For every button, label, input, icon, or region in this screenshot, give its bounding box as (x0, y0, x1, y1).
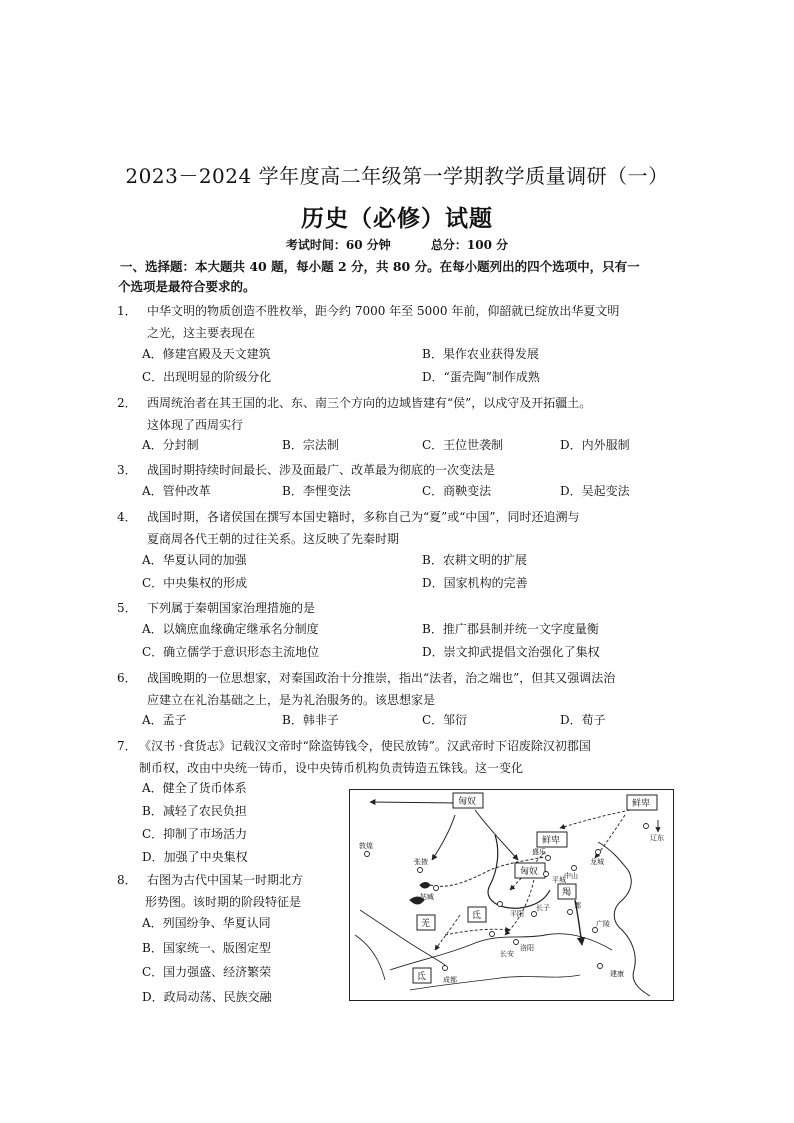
question-1 (117, 300, 697, 344)
city-pingcheng: 平城 (552, 876, 566, 884)
exam-score: 总分：100 分 (430, 238, 509, 252)
exam-meta (0, 236, 794, 253)
option-row (142, 643, 702, 665)
city-dunhuang: 敦煌 (359, 842, 373, 850)
city-jiankang: 建康 (610, 970, 624, 978)
question-stem: 《汉书 ·食货志》记载汉文帝时“除盗铸钱令，使民放铸”。汉武帝时下诏废除汉初郡国 (139, 739, 591, 753)
migration-arrow (475, 810, 518, 860)
lake-shape (420, 883, 430, 889)
question-stem: 战国时期持续时间最长、涉及面最广、改革最为彻底的一次变法是 (147, 463, 496, 477)
option-c[interactable]: C．商鞅变法 (422, 484, 492, 498)
option-c[interactable]: C．中央集权的形成 (142, 576, 248, 590)
city-pingyang: 平阳 (510, 910, 524, 918)
option-b[interactable]: B．果作农业获得发展 (422, 347, 539, 361)
label-box-jie (558, 884, 576, 899)
question-stem: 应建立在礼治基础之上，是为礼治服务的。该思想家是 (147, 693, 436, 707)
exam-title: 2023－2024 学年度高二年级第一学期教学质量调研（一） (125, 164, 669, 188)
option-b[interactable]: B．韩非子 (282, 713, 339, 727)
option-a[interactable]: A．列国纷争、华夏认同 (142, 916, 271, 930)
question-number: 1． (117, 304, 137, 318)
exam-subtitle: 历史（必修）试题 (301, 205, 493, 232)
question-7 (117, 735, 697, 779)
question-number: 5． (117, 601, 137, 615)
question-stem: 下列属于秦朝国家治理措施的是 (147, 601, 316, 615)
migration-arrow (505, 875, 535, 935)
city-guangling: 广陵 (596, 920, 610, 928)
map-label: 鲜卑 (542, 836, 561, 846)
option-row (142, 368, 702, 390)
option-c[interactable]: C．抑制了市场活力 (142, 827, 248, 841)
city-chengdu: 成都 (443, 976, 457, 984)
section-line-1: 一、选择题：本大题共 40 题，每小题 2 分，共 80 分。在每小题列出的四个选项中，只有一 (120, 259, 640, 274)
option-d[interactable]: D．吴起变法 (560, 484, 630, 498)
city-zhangye: 张掖 (414, 858, 428, 866)
option-b[interactable]: B．宗法制 (282, 438, 339, 452)
option-c[interactable]: C．出现明显的阶级分化 (142, 370, 272, 384)
option-a[interactable]: A．分封制 (142, 438, 199, 452)
option-a[interactable]: A．修建宫殿及天文建筑 (142, 347, 271, 361)
question-stem: 右图为古代中国某一时期北方 (147, 873, 304, 887)
city-changzi: 长子 (536, 904, 550, 912)
option-b[interactable]: B．推广郡县制并统一文字度量衡 (422, 622, 599, 636)
option-d[interactable]: D．荀子 (560, 713, 606, 727)
city-changan: 长安 (500, 950, 514, 958)
ridge-line (355, 935, 385, 980)
map-label: 匈奴 (520, 867, 539, 877)
city-zhongshan: 中山 (564, 872, 578, 880)
option-b[interactable]: B．李悝变法 (282, 484, 351, 498)
option-row (142, 551, 702, 573)
option-b[interactable]: B．国家统一、版图定型 (142, 941, 271, 955)
option-a[interactable]: A．华夏认同的加强 (142, 553, 247, 567)
map-label: 氐 (472, 911, 482, 921)
question-number: 2． (117, 396, 137, 410)
migration-arrow (432, 815, 455, 860)
city-shengle: 盛乐 (532, 848, 546, 856)
label-box-xianbei-right (627, 795, 657, 810)
exam-time: 考试时间：60 分钟 (285, 238, 391, 252)
map-label: 氐 (417, 972, 427, 982)
migration-arrow (445, 929, 510, 935)
question-stem: 制币权，改由中央统一铸币，设中央铸币机构负责铸造五铢钱。这一变化 (139, 761, 524, 775)
option-d[interactable]: D．加强了中央集权 (142, 850, 248, 864)
option-row (142, 620, 702, 642)
section-line-2: 个选项是最符合要求的。 (118, 279, 256, 294)
question-stem: 夏商周各代王朝的过往关系。这反映了先秦时期 (147, 532, 400, 546)
question-stem: 这体现了西周实行 (147, 418, 244, 432)
map-label: 羌 (421, 919, 431, 929)
city-liaodong: 辽东 (650, 834, 664, 842)
label-box-di-mid (468, 907, 486, 922)
question-4 (117, 506, 697, 550)
north-china-map (349, 789, 674, 1001)
migration-arrow (560, 810, 630, 828)
question-stem: 西周统治者在其王国的北、东、南三个方向的边域皆建有“侯”，以戍守及开拓疆土。 (147, 396, 592, 410)
option-row (142, 436, 702, 458)
coastline (598, 842, 650, 996)
option-row (142, 574, 702, 596)
option-d[interactable]: D．内外服制 (560, 438, 630, 452)
option-c[interactable]: C．国力强盛、经济繁荣 (142, 965, 272, 979)
question-number: 4． (117, 510, 137, 524)
option-c[interactable]: C．王位世袭制 (422, 438, 504, 452)
option-b[interactable]: B．农耕文明的扩展 (422, 553, 527, 567)
label-box-qiang (417, 915, 435, 930)
option-d[interactable]: D．政局动荡、民族交融 (142, 990, 272, 1004)
section-heading (120, 257, 690, 297)
option-d[interactable]: D．崇文抑武提倡文治强化了集权 (422, 645, 600, 659)
question-stem: 中华文明的物质创造不胜枚举，距今约 7000 年至 5000 年前，仰韶就已绽放出华夏文明 (147, 304, 620, 318)
option-a[interactable]: A．孟子 (142, 713, 187, 727)
question-5 (117, 597, 697, 619)
question-2 (117, 392, 697, 436)
question-number: 8． (117, 873, 137, 887)
question-stem: 之光，这主要表现在 (147, 326, 256, 340)
option-row (142, 711, 702, 733)
option-d[interactable]: D．国家机构的完善 (422, 576, 528, 590)
question-6 (117, 667, 697, 711)
map-drawing (350, 790, 672, 999)
question-stem: 形势图。该时期的阶段特征是 (145, 895, 302, 909)
question-number: 6． (117, 671, 137, 685)
migration-arrow (370, 802, 458, 803)
question-stem: 战国时期，各诸侯国在撰写本国史籍时，多称自己为“夏”或“中国”，同时还追溯与 (147, 510, 580, 524)
city-luoyang: 洛阳 (520, 944, 534, 952)
label-box-xiongnu-top (453, 793, 483, 808)
label-box-di-low (413, 968, 431, 983)
city-longcheng: 龙城 (590, 858, 604, 866)
label-box-xiongnu-mid (515, 863, 545, 878)
map-label: 匈奴 (458, 797, 477, 807)
river-line (410, 975, 580, 990)
label-box-xianbei-mid (537, 832, 567, 847)
option-c[interactable]: C．邹衍 (422, 713, 468, 727)
city-yecheng: 鄴 (574, 902, 581, 910)
option-a[interactable]: A．以嫡庶血缘确定继承名分制度 (142, 622, 319, 636)
question-number: 7． (117, 739, 137, 753)
question-stem: 战国晚期的一位思想家，对秦国政治十分推崇，指出“法者，治之端也”，但其又强调法治 (147, 671, 616, 685)
option-d[interactable]: D．“蛋壳陶”制作成熟 (422, 370, 540, 384)
question-3 (117, 459, 697, 481)
option-c[interactable]: C．确立儒学于意识形态主流地位 (142, 645, 320, 659)
option-a[interactable]: A．健全了货币体系 (142, 781, 247, 795)
question-8 (117, 869, 357, 913)
question-number: 3． (117, 463, 137, 477)
option-a[interactable]: A．管仲改革 (142, 484, 211, 498)
option-b[interactable]: B．减轻了农民负担 (142, 804, 247, 818)
map-label: 羯 (562, 888, 572, 898)
option-row (142, 345, 702, 367)
option-row (142, 482, 702, 504)
city-guzang: 姑臧 (420, 893, 434, 901)
map-label: 鲜卑 (632, 799, 651, 809)
city-markers (365, 824, 649, 971)
